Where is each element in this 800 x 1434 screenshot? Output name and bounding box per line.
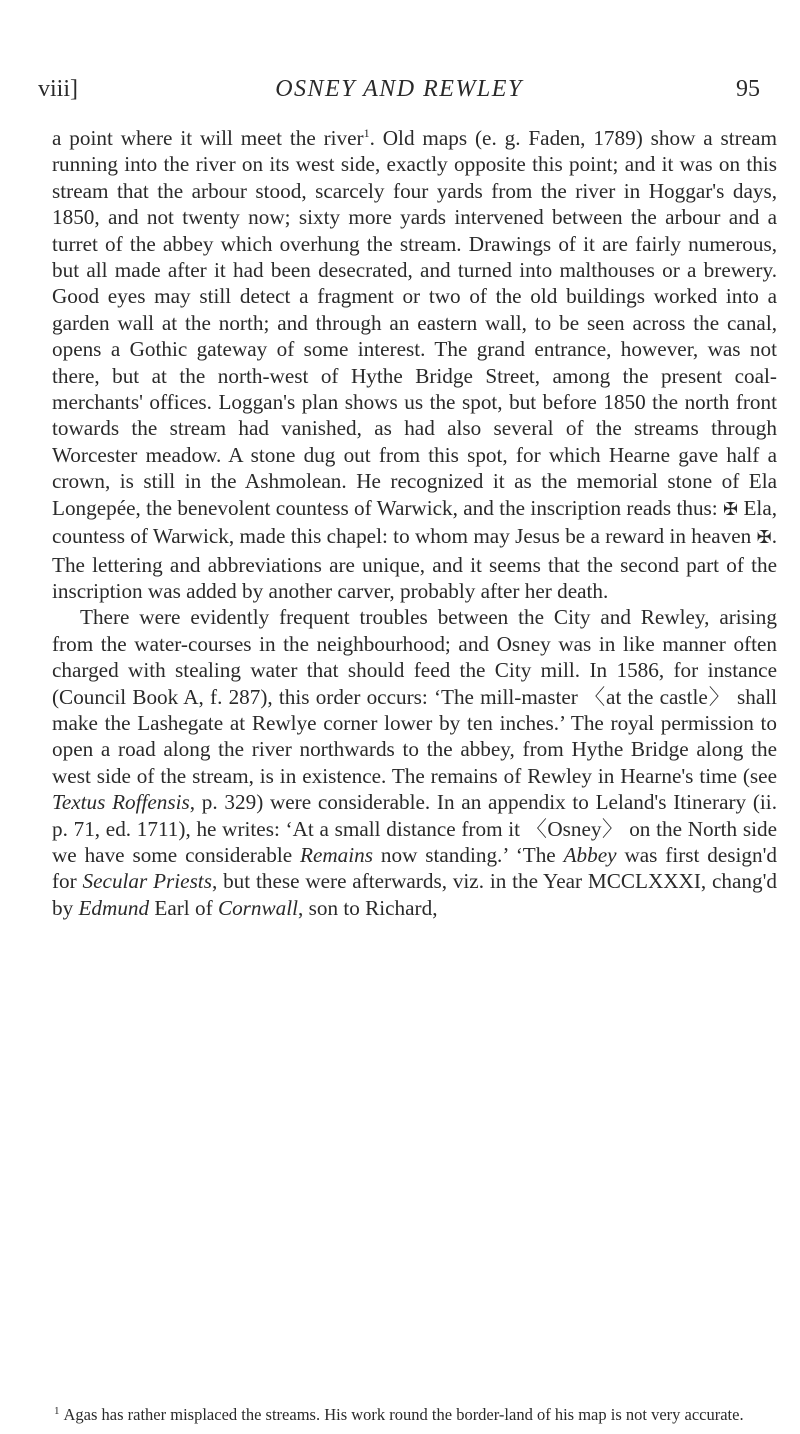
footnote — [52, 1405, 777, 1424]
cross-icon: ✠ — [756, 527, 772, 549]
italic-textus-roffensis: Textus Roffensis — [52, 790, 190, 815]
italic-cornwall: Cornwall — [217, 895, 299, 920]
page-number: 95 — [736, 76, 760, 102]
footnote-mark: 1 — [54, 1404, 60, 1417]
paragraph-2-text-c: now standing.’ ‘The — [380, 842, 556, 867]
running-title: OSNEY AND REWLEY — [275, 76, 523, 102]
running-head — [38, 74, 760, 104]
body-text — [52, 125, 777, 921]
italic-secular-priests: Secular Priests — [82, 869, 212, 894]
paragraph-1-text-b: . Old maps (e. g. Faden, 1789) show a stream running into the river on its west side, exactly opposite this point; and it was on this stream that the arbour stood, scarcely four yards from the river in Hoggar's days, 1850, and not twenty now; sixty more yards intervened between the arbour and a turret of the abbey which overhung the stream. Drawings of it are fairly numerous, but all made after it had been desecrated, and turned into malthouses or a brewery. Good eyes may still detect a fragment or two of the old buildings worked into a garden wall at the north; and through an eastern wall, to be seen across the canal, opens a Gothic gateway of some interest. The grand entrance, however, was not there, but at the north-west of Hythe Bridge Street, among the present coal-merchants' offices. Loggan's plan shows us the spot, but before 1850 the north front towards the stream had vanished, as had also several of the streams through Worcester meadow. A stone dug out from this spot, for which Hearne gave half a crown, is still in the Ashmolean. He recognized it as the memorial stone of Ela Longepée, the benevolent countess of Warwick, and the inscription reads thus: — [52, 126, 777, 520]
paragraph-2-text-f: Earl of — [154, 895, 213, 920]
footnote-reference: 1 — [363, 125, 370, 140]
paragraph-1-text-c: Ela, countess of Warwick, made this chapel: to whom may Jesus be a reward in heaven — [52, 495, 778, 549]
paragraph-2-text-g: , son to Richard, — [298, 895, 438, 920]
paragraph-1 — [52, 125, 777, 604]
paragraph-2-text-a: There were evidently frequent troubles between the City and Rewley, arising from the water-courses in the neighbourhood; and Osney was in like manner often charged with stealing water that should feed the City mill. In 1586, for instance (Council Book A, f. 287), this order occurs: ‘The mill-master 〈at the castle〉 shall make the Lashegate at Rewlye corner lower by ten inches.’ The royal permission to open a road along the river northwards to the abbey, from Hythe Bridge along the west side of the stream, is in existence. The remains of Rewley in Hearne's time (see — [52, 605, 777, 788]
footnote-text: Agas has rather misplaced the streams. His work round the border-land of his map is not very accurate. — [63, 1405, 744, 1424]
paragraph-2-text-b: , p. 329) were considerable. In an appendix to Leland's Itinerary (ii. p. 71, ed. 1711), he writes: ‘At a small distance from it 〈Osney〉 on the North side we have some considerable — [52, 790, 777, 867]
paragraph-2 — [52, 604, 777, 921]
paragraph-1-text-a: a point where it will meet the river — [52, 126, 364, 150]
paragraph-1-text-d: . The lettering and abbreviations are unique, and it seems that the second part of the inscription was added by another carver, probably after her death. — [52, 524, 777, 603]
paragraph-2-text-d: was first design'd for — [52, 842, 778, 894]
italic-edmund: Edmund — [78, 895, 150, 920]
paragraph-2-text-e: , but these were afterwards, viz. in the Year MCCLXXXI, chang'd by — [52, 869, 778, 920]
cross-icon: ✠ — [723, 498, 739, 520]
chapter-marker: viii] — [38, 76, 78, 102]
italic-remains: Remains — [300, 842, 373, 867]
italic-abbey: Abbey — [563, 842, 617, 867]
